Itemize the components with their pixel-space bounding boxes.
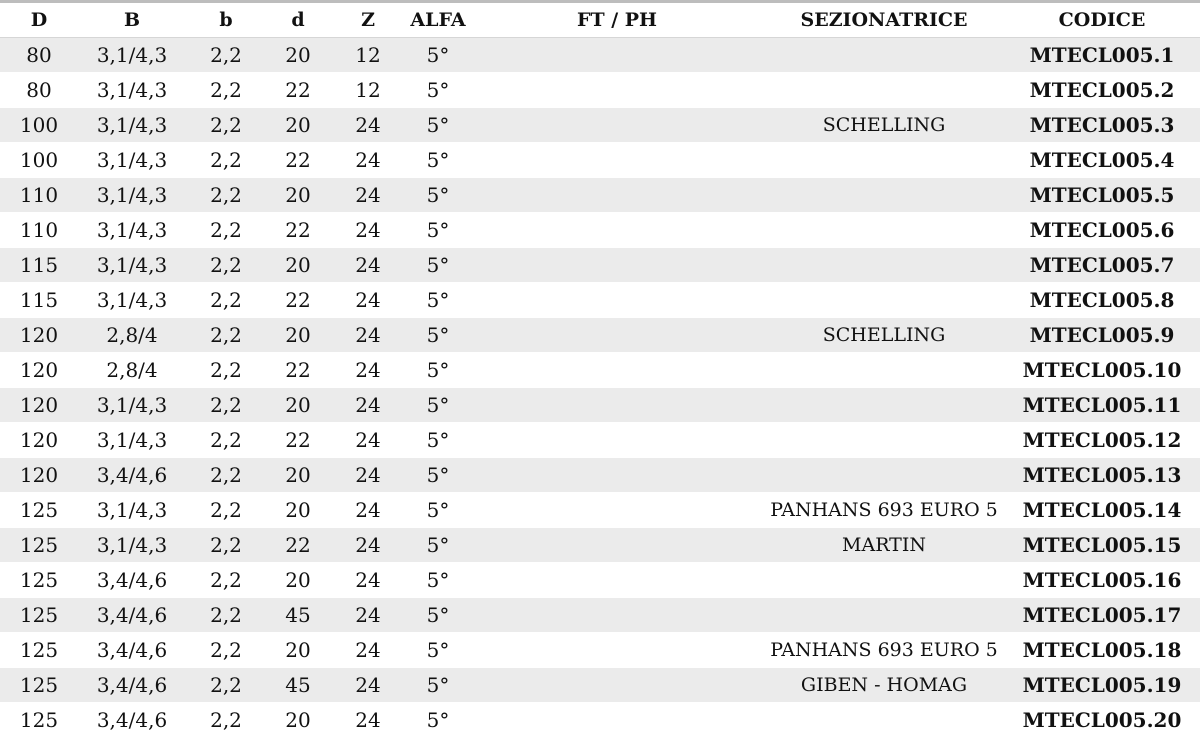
cell-D: 120 (0, 423, 78, 458)
table-row (0, 668, 1200, 703)
cell-D: 80 (0, 38, 78, 73)
cell-ft-ph (470, 143, 764, 178)
cell-d: 22 (266, 353, 330, 388)
cell-codice: MTECL005.12 (1004, 423, 1200, 458)
table-row (0, 528, 1200, 563)
cell-alfa: 5° (406, 213, 470, 248)
table-row (0, 213, 1200, 248)
cell-alfa: 5° (406, 633, 470, 668)
cell-b: 2,2 (186, 283, 266, 318)
cell-d: 20 (266, 633, 330, 668)
cell-Z: 24 (330, 633, 406, 668)
cell-sezionatrice (764, 248, 1004, 283)
cell-D: 120 (0, 458, 78, 493)
cell-D: 125 (0, 598, 78, 633)
cell-d: 20 (266, 388, 330, 423)
cell-ft-ph (470, 703, 764, 737)
cell-sezionatrice (764, 703, 1004, 737)
cell-D: 115 (0, 248, 78, 283)
table-row (0, 108, 1200, 143)
cell-d: 20 (266, 703, 330, 737)
cell-Z: 24 (330, 388, 406, 423)
cell-B: 3,1/4,3 (78, 213, 186, 248)
cell-alfa: 5° (406, 283, 470, 318)
cell-Z: 24 (330, 248, 406, 283)
cell-codice: MTECL005.3 (1004, 108, 1200, 143)
cell-b: 2,2 (186, 493, 266, 528)
cell-ft-ph (470, 283, 764, 318)
cell-alfa: 5° (406, 703, 470, 737)
cell-Z: 24 (330, 353, 406, 388)
cell-d: 20 (266, 178, 330, 213)
cell-sezionatrice (764, 283, 1004, 318)
cell-sezionatrice (764, 423, 1004, 458)
cell-D: 125 (0, 703, 78, 737)
cell-ft-ph (470, 563, 764, 598)
cell-codice: MTECL005.9 (1004, 318, 1200, 353)
cell-alfa: 5° (406, 388, 470, 423)
cell-D: 125 (0, 668, 78, 703)
cell-D: 120 (0, 353, 78, 388)
cell-B: 3,4/4,6 (78, 703, 186, 737)
cell-D: 120 (0, 388, 78, 423)
cell-Z: 24 (330, 178, 406, 213)
cell-d: 22 (266, 528, 330, 563)
cell-b: 2,2 (186, 458, 266, 493)
header-b: b (186, 3, 266, 38)
cell-B: 3,1/4,3 (78, 248, 186, 283)
cell-D: 125 (0, 633, 78, 668)
cell-ft-ph (470, 213, 764, 248)
cell-d: 22 (266, 423, 330, 458)
table-row (0, 318, 1200, 353)
cell-B: 3,4/4,6 (78, 668, 186, 703)
product-table (0, 3, 1200, 737)
cell-codice: MTECL005.6 (1004, 213, 1200, 248)
cell-ft-ph (470, 493, 764, 528)
cell-d: 22 (266, 213, 330, 248)
cell-B: 3,1/4,3 (78, 388, 186, 423)
cell-Z: 24 (330, 108, 406, 143)
header-d: d (266, 3, 330, 38)
cell-sezionatrice: SCHELLING (764, 318, 1004, 353)
cell-b: 2,2 (186, 703, 266, 737)
cell-ft-ph (470, 353, 764, 388)
cell-Z: 24 (330, 143, 406, 178)
cell-d: 20 (266, 493, 330, 528)
header-codice: CODICE (1004, 3, 1200, 38)
table-row (0, 563, 1200, 598)
cell-sezionatrice (764, 388, 1004, 423)
cell-sezionatrice: SCHELLING (764, 108, 1004, 143)
cell-ft-ph (470, 388, 764, 423)
cell-codice: MTECL005.5 (1004, 178, 1200, 213)
cell-alfa: 5° (406, 248, 470, 283)
cell-codice: MTECL005.19 (1004, 668, 1200, 703)
table-row (0, 598, 1200, 633)
cell-B: 3,1/4,3 (78, 283, 186, 318)
cell-sezionatrice (764, 598, 1004, 633)
cell-alfa: 5° (406, 598, 470, 633)
table-row (0, 493, 1200, 528)
header-ft-ph: FT / PH (470, 3, 764, 38)
header-B: B (78, 3, 186, 38)
cell-B: 3,4/4,6 (78, 458, 186, 493)
cell-B: 3,1/4,3 (78, 73, 186, 108)
table-row (0, 633, 1200, 668)
cell-d: 20 (266, 248, 330, 283)
cell-ft-ph (470, 458, 764, 493)
cell-B: 2,8/4 (78, 318, 186, 353)
cell-alfa: 5° (406, 108, 470, 143)
cell-alfa: 5° (406, 668, 470, 703)
cell-D: 100 (0, 108, 78, 143)
table-row (0, 248, 1200, 283)
cell-alfa: 5° (406, 143, 470, 178)
cell-alfa: 5° (406, 353, 470, 388)
cell-ft-ph (470, 38, 764, 73)
cell-b: 2,2 (186, 598, 266, 633)
cell-codice: MTECL005.1 (1004, 38, 1200, 73)
cell-D: 100 (0, 143, 78, 178)
cell-b: 2,2 (186, 178, 266, 213)
cell-Z: 24 (330, 528, 406, 563)
cell-d: 22 (266, 143, 330, 178)
cell-ft-ph (470, 73, 764, 108)
cell-codice: MTECL005.7 (1004, 248, 1200, 283)
table-row (0, 178, 1200, 213)
cell-B: 3,1/4,3 (78, 38, 186, 73)
cell-codice: MTECL005.14 (1004, 493, 1200, 528)
cell-sezionatrice (764, 143, 1004, 178)
cell-Z: 24 (330, 703, 406, 737)
cell-codice: MTECL005.2 (1004, 73, 1200, 108)
cell-ft-ph (470, 633, 764, 668)
cell-B: 3,4/4,6 (78, 633, 186, 668)
cell-sezionatrice (764, 353, 1004, 388)
cell-codice: MTECL005.15 (1004, 528, 1200, 563)
cell-b: 2,2 (186, 353, 266, 388)
cell-alfa: 5° (406, 493, 470, 528)
cell-b: 2,2 (186, 633, 266, 668)
cell-D: 110 (0, 178, 78, 213)
cell-b: 2,2 (186, 108, 266, 143)
cell-D: 125 (0, 493, 78, 528)
cell-alfa: 5° (406, 563, 470, 598)
cell-B: 3,1/4,3 (78, 528, 186, 563)
header-sezionatrice: SEZIONATRICE (764, 3, 1004, 38)
cell-B: 3,4/4,6 (78, 598, 186, 633)
cell-sezionatrice (764, 73, 1004, 108)
table-row (0, 73, 1200, 108)
header-Z: Z (330, 3, 406, 38)
table-row (0, 143, 1200, 178)
cell-b: 2,2 (186, 563, 266, 598)
cell-Z: 12 (330, 38, 406, 73)
cell-sezionatrice: PANHANS 693 EURO 5 (764, 493, 1004, 528)
cell-Z: 24 (330, 493, 406, 528)
table-header (0, 3, 1200, 38)
cell-D: 80 (0, 73, 78, 108)
cell-ft-ph (470, 423, 764, 458)
cell-Z: 24 (330, 213, 406, 248)
cell-b: 2,2 (186, 143, 266, 178)
cell-Z: 24 (330, 563, 406, 598)
cell-D: 120 (0, 318, 78, 353)
cell-b: 2,2 (186, 528, 266, 563)
cell-d: 20 (266, 108, 330, 143)
cell-B: 2,8/4 (78, 353, 186, 388)
table-row (0, 458, 1200, 493)
cell-codice: MTECL005.13 (1004, 458, 1200, 493)
header-row (0, 3, 1200, 38)
cell-alfa: 5° (406, 458, 470, 493)
cell-B: 3,1/4,3 (78, 178, 186, 213)
cell-d: 22 (266, 283, 330, 318)
cell-codice: MTECL005.16 (1004, 563, 1200, 598)
cell-codice: MTECL005.8 (1004, 283, 1200, 318)
cell-sezionatrice (764, 458, 1004, 493)
cell-codice: MTECL005.18 (1004, 633, 1200, 668)
cell-alfa: 5° (406, 73, 470, 108)
cell-d: 45 (266, 598, 330, 633)
cell-Z: 24 (330, 598, 406, 633)
cell-codice: MTECL005.10 (1004, 353, 1200, 388)
cell-sezionatrice: GIBEN - HOMAG (764, 668, 1004, 703)
cell-d: 45 (266, 668, 330, 703)
header-alfa: ALFA (406, 3, 470, 38)
cell-codice: MTECL005.20 (1004, 703, 1200, 737)
cell-b: 2,2 (186, 423, 266, 458)
cell-d: 20 (266, 38, 330, 73)
table-body (0, 38, 1200, 737)
cell-Z: 24 (330, 283, 406, 318)
cell-D: 110 (0, 213, 78, 248)
cell-ft-ph (470, 108, 764, 143)
cell-sezionatrice (764, 178, 1004, 213)
cell-b: 2,2 (186, 248, 266, 283)
cell-b: 2,2 (186, 38, 266, 73)
cell-d: 22 (266, 73, 330, 108)
cell-ft-ph (470, 318, 764, 353)
cell-D: 125 (0, 528, 78, 563)
cell-B: 3,1/4,3 (78, 493, 186, 528)
cell-Z: 24 (330, 423, 406, 458)
cell-sezionatrice (764, 38, 1004, 73)
cell-D: 115 (0, 283, 78, 318)
cell-Z: 12 (330, 73, 406, 108)
cell-Z: 24 (330, 318, 406, 353)
cell-ft-ph (470, 668, 764, 703)
cell-alfa: 5° (406, 318, 470, 353)
table-row (0, 388, 1200, 423)
cell-D: 125 (0, 563, 78, 598)
cell-B: 3,1/4,3 (78, 423, 186, 458)
cell-sezionatrice: MARTIN (764, 528, 1004, 563)
table-row (0, 423, 1200, 458)
cell-sezionatrice: PANHANS 693 EURO 5 (764, 633, 1004, 668)
cell-b: 2,2 (186, 318, 266, 353)
cell-d: 20 (266, 318, 330, 353)
cell-ft-ph (470, 598, 764, 633)
cell-Z: 24 (330, 668, 406, 703)
cell-sezionatrice (764, 563, 1004, 598)
cell-ft-ph (470, 248, 764, 283)
cell-alfa: 5° (406, 423, 470, 458)
cell-sezionatrice (764, 213, 1004, 248)
cell-alfa: 5° (406, 528, 470, 563)
cell-codice: MTECL005.17 (1004, 598, 1200, 633)
cell-b: 2,2 (186, 73, 266, 108)
table-row (0, 353, 1200, 388)
cell-b: 2,2 (186, 668, 266, 703)
cell-alfa: 5° (406, 38, 470, 73)
cell-d: 20 (266, 563, 330, 598)
cell-d: 20 (266, 458, 330, 493)
table-row (0, 703, 1200, 737)
header-D: D (0, 3, 78, 38)
table-row (0, 38, 1200, 73)
cell-ft-ph (470, 178, 764, 213)
cell-ft-ph (470, 528, 764, 563)
cell-codice: MTECL005.11 (1004, 388, 1200, 423)
table-row (0, 283, 1200, 318)
cell-alfa: 5° (406, 178, 470, 213)
cell-B: 3,1/4,3 (78, 143, 186, 178)
cell-codice: MTECL005.4 (1004, 143, 1200, 178)
cell-b: 2,2 (186, 388, 266, 423)
cell-b: 2,2 (186, 213, 266, 248)
cell-B: 3,4/4,6 (78, 563, 186, 598)
cell-B: 3,1/4,3 (78, 108, 186, 143)
cell-Z: 24 (330, 458, 406, 493)
